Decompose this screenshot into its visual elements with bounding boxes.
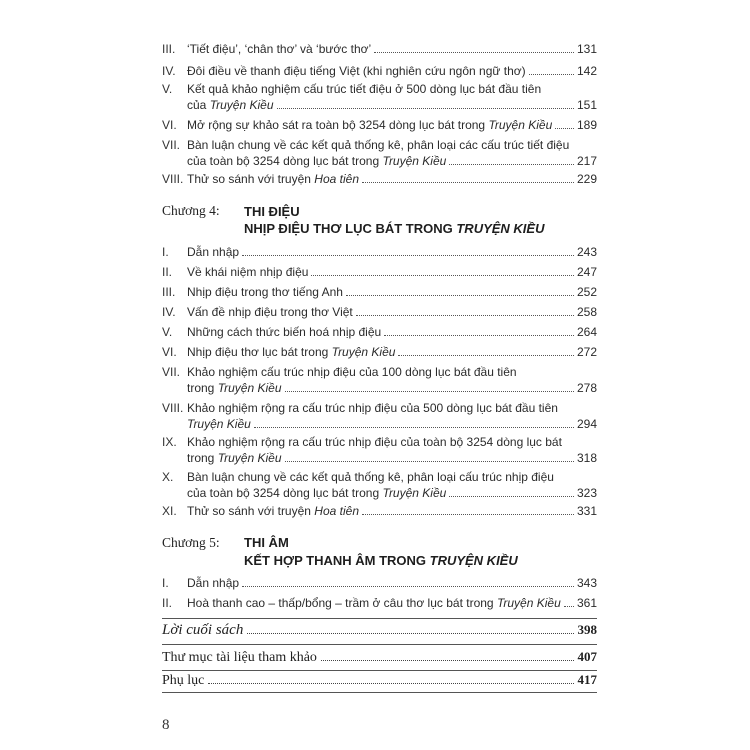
- entry-title-cont: Truyện Kiều: [187, 417, 251, 431]
- entry-title: Khảo nghiệm rộng ra cấu trúc nhịp điệu của 500 dòng lục bát đầu tiên: [187, 401, 558, 415]
- chapter-4-label: Chương 4:: [162, 203, 220, 218]
- toc-backmatter-entry: [162, 622, 597, 639]
- entry-page: 189: [576, 118, 597, 132]
- entry-page: 398: [577, 622, 597, 637]
- entry-title-cont: của toàn bộ 3254 dòng lục bát trong Truyện Kiều: [187, 486, 447, 500]
- entry-title-cont: trong Truyện Kiều: [187, 451, 282, 465]
- entry-title: Khảo nghiệm cấu trúc nhịp điệu của 100 dòng lục bát đầu tiên: [187, 365, 517, 379]
- chapter-5-label: Chương 5:: [162, 535, 220, 550]
- entry-title-cont: của Truyện Kiều: [187, 98, 274, 112]
- entry-number: VIII.: [162, 401, 184, 415]
- toc-backmatter-entry: [162, 672, 597, 689]
- entry-title: Lời cuối sách: [162, 622, 244, 638]
- entry-number: II.: [162, 265, 173, 279]
- entry-title: ‘Tiết điệu’, ‘chân thơ’ và ‘bước thơ’: [187, 42, 372, 56]
- entry-title: Thư mục tài liệu tham khảo: [162, 650, 317, 665]
- entry-number: I.: [162, 245, 169, 259]
- entry-page: 323: [576, 486, 597, 500]
- entry-page: 264: [576, 325, 597, 339]
- divider: [162, 670, 597, 671]
- entry-title: Nhịp điệu thơ lục bát trong Truyện Kiều: [187, 345, 396, 359]
- page-number: 8: [162, 717, 170, 733]
- entry-title: Đôi điều về thanh điệu tiếng Việt (khi nghiên cứu ngôn ngữ thơ): [187, 64, 526, 78]
- entry-number: XI.: [162, 504, 177, 518]
- entry-page: 318: [576, 451, 597, 465]
- entry-page: 217: [576, 154, 597, 168]
- entry-title: Hoà thanh cao – thấp/bổng – trầm ở câu thơ lục bát trong Truyện Kiều: [187, 596, 561, 610]
- entry-page: 331: [576, 504, 597, 518]
- entry-page: 343: [576, 576, 597, 590]
- entry-page: 131: [576, 42, 597, 56]
- entry-page: 272: [576, 345, 597, 359]
- divider: [162, 644, 597, 645]
- entry-page: 252: [576, 285, 597, 299]
- entry-number: VII.: [162, 138, 181, 152]
- entry-page: 142: [576, 64, 597, 78]
- entry-number: IV.: [162, 64, 176, 78]
- entry-page: 278: [576, 381, 597, 395]
- entry-title-cont: trong Truyện Kiều: [187, 381, 282, 395]
- chapter-5-title: THI ÂM: [244, 535, 289, 550]
- chapter-4-title: THI ĐIỆU: [244, 204, 300, 219]
- entry-title: Khảo nghiệm rộng ra cấu trúc nhịp điệu của toàn bộ 3254 dòng lục bát: [187, 435, 562, 449]
- entry-number: II.: [162, 596, 173, 610]
- entry-title: Thử so sánh với truyện Hoa tiên: [187, 504, 359, 518]
- entry-title: Kết quả khảo nghiệm cấu trúc tiết điệu ở 500 dòng lục bát đầu tiên: [187, 82, 542, 96]
- entry-page: 361: [576, 596, 597, 610]
- entry-page: 417: [577, 672, 597, 687]
- entry-number: III.: [162, 42, 176, 56]
- entry-title: Về khái niệm nhịp điệu: [187, 265, 309, 279]
- entry-title: Nhịp điệu trong thơ tiếng Anh: [187, 285, 343, 299]
- entry-number: IX.: [162, 435, 177, 449]
- entry-title: Bàn luận chung về các kết quả thống kê, phân loại cấu trúc nhịp điệu: [187, 470, 554, 484]
- entry-title: Dẫn nhập: [187, 245, 240, 259]
- entry-title: Thử so sánh với truyện Hoa tiên: [187, 172, 359, 186]
- entry-title: Bàn luận chung về các kết quả thống kê, phân loại các cấu trúc tiết điệu: [187, 138, 570, 152]
- entry-number: I.: [162, 576, 169, 590]
- entry-title-cont: của toàn bộ 3254 dòng lục bát trong Truyện Kiều: [187, 154, 447, 168]
- entry-number: III.: [162, 285, 176, 299]
- entry-number: VIII.: [162, 172, 184, 186]
- entry-page: 151: [576, 98, 597, 112]
- entry-title: Dẫn nhập: [187, 576, 240, 590]
- entry-number: V.: [162, 82, 173, 96]
- entry-page: 229: [576, 172, 597, 186]
- entry-page: 407: [577, 649, 597, 664]
- divider: [162, 618, 597, 619]
- entry-number: IV.: [162, 305, 176, 319]
- divider: [162, 692, 597, 693]
- entry-number: VII.: [162, 365, 181, 379]
- entry-number: VI.: [162, 118, 177, 132]
- entry-page: 258: [576, 305, 597, 319]
- entry-page: 243: [576, 245, 597, 259]
- entry-page: 294: [576, 417, 597, 431]
- toc-backmatter-entry: [162, 649, 597, 666]
- entry-title: Những cách thức biến hoá nhịp điệu: [187, 325, 382, 339]
- chapter-4-subtitle: NHỊP ĐIỆU THƠ LỤC BÁT TRONG TRUYỆN KIỀU: [244, 221, 545, 236]
- entry-number: X.: [162, 470, 174, 484]
- entry-page: 247: [576, 265, 597, 279]
- entry-title: Vấn đề nhịp điệu trong thơ Việt: [187, 305, 353, 319]
- entry-title: Phụ lục: [162, 673, 205, 688]
- entry-number: V.: [162, 325, 173, 339]
- chapter-5-subtitle: KẾT HỢP THANH ÂM TRONG TRUYỆN KIỀU: [244, 553, 518, 568]
- entry-number: VI.: [162, 345, 177, 359]
- entry-title: Mở rộng sự khảo sát ra toàn bộ 3254 dòng lục bát trong Truyện Kiều: [187, 118, 553, 132]
